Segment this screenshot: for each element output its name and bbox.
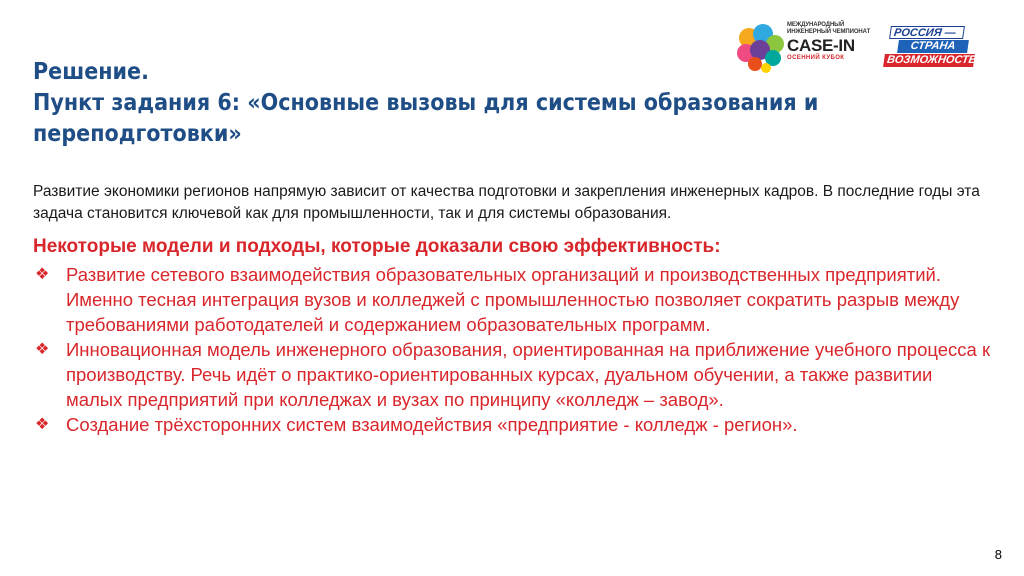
russia-logo-line-1: РОССИЯ — (889, 26, 965, 39)
page-number: 8 (994, 547, 1002, 562)
russia-logo-line-2: СТРАНА (897, 40, 969, 53)
diamond-bullet-icon: ❖ (35, 266, 50, 283)
list-item (33, 262, 993, 337)
russia-logo-line-3: ВОЗМОЖНОСТЕЙ (883, 54, 975, 67)
list-item-text: Инновационная модель инженерного образования, ориентированная на приближение учебного процесса к производству. Речь идёт о практико-ориентированных курсах, дуальном обучении, а также развитии малых предприятий при колледжах и вузах по принципу «колледж – завод». (66, 339, 991, 410)
list-item (33, 337, 993, 412)
title-line-1: Решение. (33, 59, 149, 85)
list-item (33, 412, 993, 437)
russia-land-of-opportunity-logo (884, 25, 985, 71)
case-in-tagline-1: МЕЖДУНАРОДНЫЙ (787, 22, 845, 28)
list-item-text: Развитие сетевого взаимодействия образовательных организаций и производственных предприятий. Именно тесная интеграция вузов и колледжей с промышленностью позволяет сократить разрыв между требованиями работодателей и содержанием образовательных программ. (66, 264, 960, 335)
models-heading: Некоторые модели и подходы, которые доказали свою эффективность: (33, 236, 721, 257)
title-line-2: Пункт задания 6: «Основные вызовы для системы образования и (33, 90, 819, 116)
title-line-3: переподготовки» (33, 121, 242, 147)
case-in-wordmark: CASE-IN (787, 36, 855, 55)
diamond-bullet-icon: ❖ (35, 416, 50, 433)
slide-title (33, 57, 888, 150)
intro-paragraph: Развитие экономики регионов напрямую зависит от качества подготовки и закрепления инженерных кадров. В последние годы эта задача становится ключевой как для промышленности, так и для системы образования. (33, 183, 980, 222)
case-in-subtitle: ОСЕННИЙ КУБОК (787, 55, 845, 61)
models-list (33, 262, 993, 437)
case-in-tagline-2: ИНЖЕНЕРНЫЙ ЧЕМПИОНАТ (787, 29, 871, 35)
diamond-bullet-icon: ❖ (35, 341, 50, 358)
list-item-text: Создание трёхсторонних систем взаимодействия «предприятие - колледж - регион». (66, 414, 798, 435)
